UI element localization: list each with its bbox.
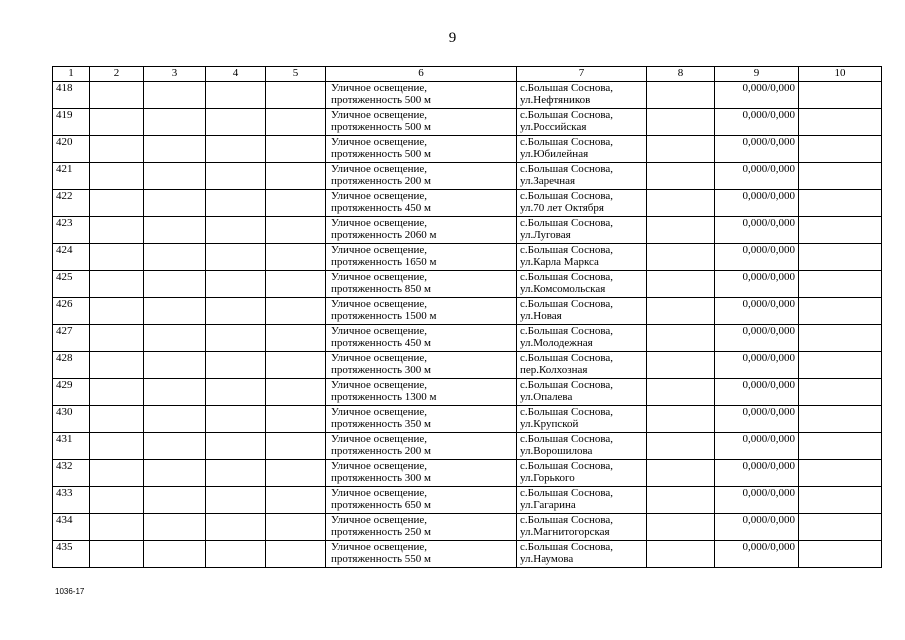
cell-col-2 [90,460,144,487]
description-line-2: протяженность 450 м [331,202,432,214]
cell-col-4 [206,514,266,541]
description-cell [326,190,517,217]
cell-col-8 [647,298,715,325]
cell-col-10 [799,217,882,244]
cell-col-10 [799,82,882,109]
address-line-1: с.Большая Соснова, [520,163,614,175]
cell-col-10 [799,109,882,136]
table-row [53,406,882,433]
value-cell: 0,000/0,000 [715,379,799,406]
value-cell: 0,000/0,000 [715,487,799,514]
row-number: 431 [53,433,90,460]
cell-col-8 [647,82,715,109]
cell-col-2 [90,379,144,406]
address-line-1: с.Большая Соснова, [520,298,614,310]
column-header-4: 4 [206,67,266,82]
address-cell [517,163,647,190]
table-row [53,379,882,406]
cell-col-4 [206,163,266,190]
cell-col-10 [799,379,882,406]
address-line-1: с.Большая Соснова, [520,406,614,418]
cell-col-5 [266,163,326,190]
cell-col-3 [144,352,206,379]
cell-col-4 [206,217,266,244]
row-number: 428 [53,352,90,379]
cell-col-3 [144,379,206,406]
address-cell [517,298,647,325]
cell-col-4 [206,541,266,568]
description-line-1: Уличное освещение, [331,298,428,310]
row-number: 432 [53,460,90,487]
value-cell: 0,000/0,000 [715,82,799,109]
description-cell [326,325,517,352]
table-row [53,217,882,244]
cell-col-3 [144,514,206,541]
cell-col-2 [90,352,144,379]
cell-col-8 [647,352,715,379]
value-cell: 0,000/0,000 [715,298,799,325]
description-line-2: протяженность 500 м [331,148,432,160]
address-cell [517,460,647,487]
row-number: 421 [53,163,90,190]
address-cell [517,379,647,406]
description-line-2: протяженность 200 м [331,175,432,187]
address-line-1: с.Большая Соснова, [520,541,614,553]
cell-col-4 [206,433,266,460]
row-number: 425 [53,271,90,298]
value-cell: 0,000/0,000 [715,271,799,298]
cell-col-10 [799,136,882,163]
description-line-2: протяженность 500 м [331,94,432,106]
cell-col-8 [647,379,715,406]
address-cell [517,406,647,433]
cell-col-8 [647,406,715,433]
cell-col-8 [647,514,715,541]
column-header-7: 7 [517,67,647,82]
cell-col-2 [90,298,144,325]
value-cell: 0,000/0,000 [715,325,799,352]
description-line-2: протяженность 450 м [331,337,432,349]
address-line-2: ул.Нефтяников [520,94,591,106]
cell-col-4 [206,244,266,271]
cell-col-4 [206,271,266,298]
table-row [53,136,882,163]
cell-col-10 [799,460,882,487]
column-header-2: 2 [90,67,144,82]
cell-col-4 [206,352,266,379]
address-line-2: пер.Колхозная [520,364,588,376]
cell-col-10 [799,514,882,541]
cell-col-4 [206,190,266,217]
cell-col-2 [90,217,144,244]
description-line-1: Уличное освещение, [331,352,428,364]
cell-col-2 [90,433,144,460]
cell-col-2 [90,136,144,163]
address-line-1: с.Большая Соснова, [520,460,614,472]
cell-col-8 [647,541,715,568]
description-line-1: Уличное освещение, [331,163,428,175]
address-line-2: ул.Ворошилова [520,445,593,457]
value-cell: 0,000/0,000 [715,514,799,541]
cell-col-10 [799,325,882,352]
cell-col-2 [90,82,144,109]
cell-col-3 [144,82,206,109]
value-cell: 0,000/0,000 [715,109,799,136]
address-line-2: ул.Гагарина [520,499,576,511]
address-line-1: с.Большая Соснова, [520,82,614,94]
description-line-1: Уличное освещение, [331,244,428,256]
cell-col-5 [266,406,326,433]
cell-col-10 [799,271,882,298]
address-line-1: с.Большая Соснова, [520,325,614,337]
cell-col-5 [266,244,326,271]
document-code: 1036-17 [55,587,85,596]
table-row [53,352,882,379]
address-cell [517,352,647,379]
description-line-2: протяженность 550 м [331,553,432,565]
address-cell [517,271,647,298]
description-cell [326,352,517,379]
description-cell [326,514,517,541]
column-header-8: 8 [647,67,715,82]
row-number: 430 [53,406,90,433]
cell-col-3 [144,217,206,244]
cell-col-2 [90,541,144,568]
cell-col-3 [144,163,206,190]
value-cell: 0,000/0,000 [715,460,799,487]
description-line-1: Уличное освещение, [331,325,428,337]
address-line-1: с.Большая Соснова, [520,271,614,283]
cell-col-3 [144,433,206,460]
row-number: 426 [53,298,90,325]
address-line-1: с.Большая Соснова, [520,109,614,121]
description-cell [326,433,517,460]
column-header-10: 10 [799,67,882,82]
value-cell: 0,000/0,000 [715,217,799,244]
description-line-2: протяженность 650 м [331,499,432,511]
cell-col-8 [647,190,715,217]
table-row [53,487,882,514]
address-cell [517,82,647,109]
cell-col-4 [206,82,266,109]
cell-col-5 [266,217,326,244]
cell-col-10 [799,352,882,379]
cell-col-8 [647,244,715,271]
row-number: 429 [53,379,90,406]
row-number: 420 [53,136,90,163]
cell-col-10 [799,406,882,433]
cell-col-5 [266,487,326,514]
description-cell [326,541,517,568]
address-line-2: ул.Луговая [520,229,571,241]
table-row [53,244,882,271]
cell-col-8 [647,460,715,487]
row-number: 423 [53,217,90,244]
address-line-1: с.Большая Соснова, [520,244,614,256]
column-header-3: 3 [144,67,206,82]
description-line-1: Уличное освещение, [331,379,428,391]
description-cell [326,271,517,298]
address-line-1: с.Большая Соснова, [520,379,614,391]
description-cell [326,487,517,514]
cell-col-3 [144,406,206,433]
address-line-2: ул.Опалева [520,391,573,403]
address-line-1: с.Большая Соснова, [520,433,614,445]
address-cell [517,190,647,217]
cell-col-3 [144,325,206,352]
cell-col-5 [266,352,326,379]
description-line-1: Уличное освещение, [331,271,428,283]
cell-col-4 [206,298,266,325]
address-cell [517,217,647,244]
cell-col-5 [266,514,326,541]
column-header-1: 1 [53,67,90,82]
cell-col-2 [90,109,144,136]
cell-col-5 [266,379,326,406]
address-line-1: с.Большая Соснова, [520,217,614,229]
cell-col-3 [144,487,206,514]
description-line-1: Уличное освещение, [331,217,428,229]
description-line-1: Уличное освещение, [331,406,428,418]
description-cell [326,460,517,487]
address-cell [517,541,647,568]
row-number: 422 [53,190,90,217]
cell-col-10 [799,298,882,325]
cell-col-3 [144,244,206,271]
cell-col-2 [90,406,144,433]
description-cell [326,217,517,244]
address-line-2: ул.Крупской [520,418,579,430]
cell-col-10 [799,487,882,514]
description-cell [326,298,517,325]
description-cell [326,136,517,163]
table-row [53,109,882,136]
row-number: 424 [53,244,90,271]
cell-col-8 [647,433,715,460]
row-number: 419 [53,109,90,136]
description-line-1: Уличное освещение, [331,190,428,202]
description-line-1: Уличное освещение, [331,82,428,94]
row-number: 434 [53,514,90,541]
cell-col-5 [266,325,326,352]
cell-col-10 [799,541,882,568]
cell-col-4 [206,406,266,433]
registry-table [52,66,882,568]
value-cell: 0,000/0,000 [715,244,799,271]
cell-col-5 [266,298,326,325]
cell-col-3 [144,136,206,163]
address-cell [517,136,647,163]
value-cell: 0,000/0,000 [715,541,799,568]
description-line-1: Уличное освещение, [331,136,428,148]
cell-col-5 [266,136,326,163]
cell-col-5 [266,109,326,136]
description-line-2: протяженность 1500 м [331,310,437,322]
cell-col-8 [647,136,715,163]
column-header-5: 5 [266,67,326,82]
cell-col-8 [647,487,715,514]
description-line-2: протяженность 1650 м [331,256,437,268]
cell-col-4 [206,460,266,487]
description-line-2: протяженность 500 м [331,121,432,133]
description-line-1: Уличное освещение, [331,541,428,553]
description-line-1: Уличное освещение, [331,109,428,121]
address-cell [517,109,647,136]
address-line-2: ул.Юбилейная [520,148,589,160]
cell-col-10 [799,163,882,190]
cell-col-2 [90,325,144,352]
description-cell [326,244,517,271]
cell-col-8 [647,109,715,136]
cell-col-3 [144,541,206,568]
value-cell: 0,000/0,000 [715,406,799,433]
description-line-1: Уличное освещение, [331,487,428,499]
table-row [53,190,882,217]
column-header-9: 9 [715,67,799,82]
address-cell [517,433,647,460]
cell-col-4 [206,379,266,406]
row-number: 433 [53,487,90,514]
table-row [53,298,882,325]
row-number: 427 [53,325,90,352]
cell-col-3 [144,460,206,487]
address-line-2: ул.Магнитогорская [520,526,610,538]
cell-col-4 [206,325,266,352]
value-cell: 0,000/0,000 [715,190,799,217]
table-row [53,541,882,568]
cell-col-10 [799,190,882,217]
cell-col-8 [647,217,715,244]
cell-col-5 [266,541,326,568]
cell-col-10 [799,244,882,271]
cell-col-10 [799,433,882,460]
value-cell: 0,000/0,000 [715,352,799,379]
column-header-6: 6 [326,67,517,82]
table-row [53,82,882,109]
cell-col-3 [144,109,206,136]
cell-col-2 [90,514,144,541]
address-line-1: с.Большая Соснова, [520,514,614,526]
description-cell [326,163,517,190]
table-row [53,514,882,541]
cell-col-3 [144,298,206,325]
header-row [53,67,882,82]
description-line-2: протяженность 200 м [331,445,432,457]
description-line-2: протяженность 850 м [331,283,432,295]
cell-col-3 [144,190,206,217]
table-row [53,460,882,487]
address-line-2: ул.Новая [520,310,562,322]
address-cell [517,487,647,514]
address-line-2: ул.Карла Маркса [520,256,599,268]
cell-col-5 [266,433,326,460]
address-line-1: с.Большая Соснова, [520,136,614,148]
address-line-1: с.Большая Соснова, [520,487,614,499]
address-line-2: ул.Наумова [520,553,574,565]
address-line-2: ул.70 лет Октября [520,202,604,214]
cell-col-8 [647,325,715,352]
value-cell: 0,000/0,000 [715,433,799,460]
description-line-1: Уличное освещение, [331,460,428,472]
description-cell [326,109,517,136]
description-cell [326,82,517,109]
address-line-2: ул.Комсомольская [520,283,606,295]
description-cell [326,379,517,406]
description-line-2: протяженность 300 м [331,364,432,376]
description-line-2: протяженность 300 м [331,472,432,484]
address-line-2: ул.Горького [520,472,575,484]
value-cell: 0,000/0,000 [715,163,799,190]
description-line-2: протяженность 2060 м [331,229,437,241]
cell-col-2 [90,487,144,514]
cell-col-8 [647,163,715,190]
description-line-1: Уличное освещение, [331,433,428,445]
address-line-2: ул.Заречная [520,175,576,187]
address-line-2: ул.Молодежная [520,337,593,349]
address-cell [517,244,647,271]
description-line-2: протяженность 1300 м [331,391,437,403]
cell-col-5 [266,460,326,487]
table-row [53,163,882,190]
address-cell [517,514,647,541]
description-line-1: Уличное освещение, [331,514,428,526]
table-body [53,82,882,568]
cell-col-5 [266,82,326,109]
table-row [53,433,882,460]
cell-col-5 [266,190,326,217]
cell-col-2 [90,244,144,271]
cell-col-3 [144,271,206,298]
cell-col-4 [206,109,266,136]
table-row [53,271,882,298]
cell-col-5 [266,271,326,298]
address-cell [517,325,647,352]
description-cell [326,406,517,433]
description-line-2: протяженность 350 м [331,418,432,430]
cell-col-2 [90,190,144,217]
page-number: 9 [448,30,457,46]
address-line-1: с.Большая Соснова, [520,190,614,202]
cell-col-4 [206,136,266,163]
table-row [53,325,882,352]
cell-col-8 [647,271,715,298]
cell-col-2 [90,163,144,190]
address-line-2: ул.Российская [520,121,587,133]
address-line-1: с.Большая Соснова, [520,352,614,364]
row-number: 435 [53,541,90,568]
value-cell: 0,000/0,000 [715,136,799,163]
cell-col-4 [206,487,266,514]
row-number: 418 [53,82,90,109]
description-line-2: протяженность 250 м [331,526,432,538]
cell-col-2 [90,271,144,298]
